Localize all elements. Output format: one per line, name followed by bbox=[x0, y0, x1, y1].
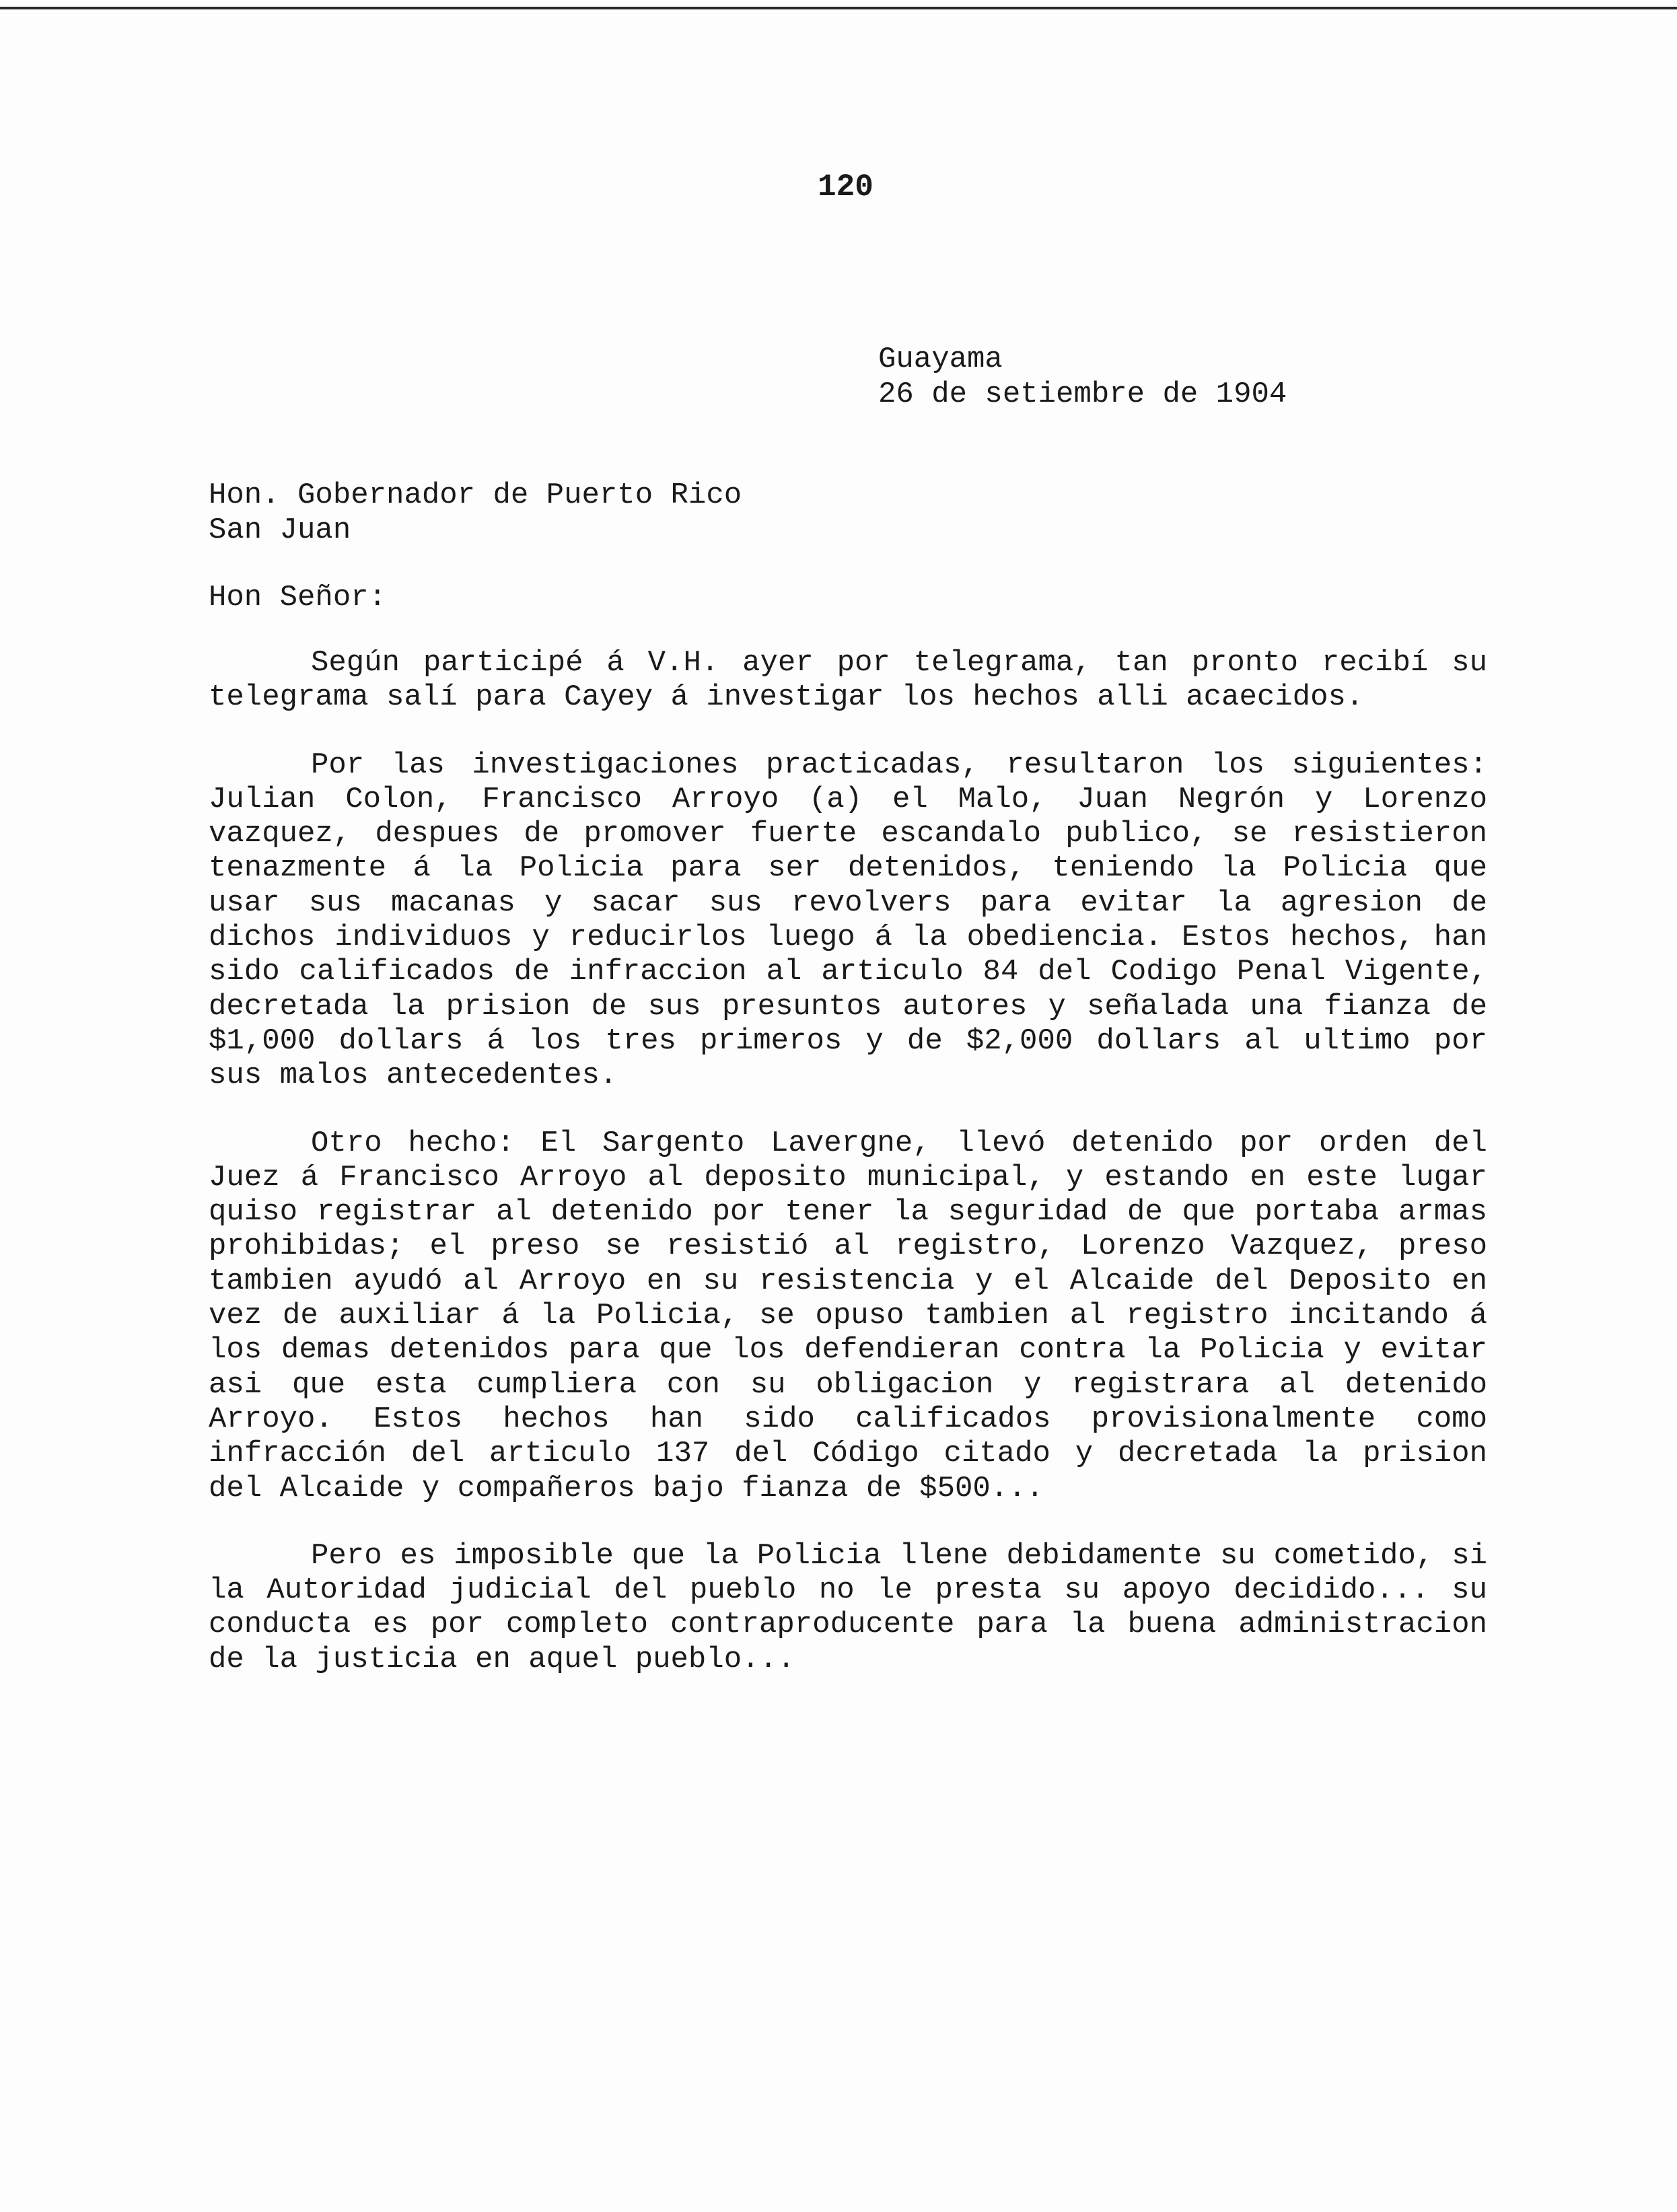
page-number: 120 bbox=[818, 170, 873, 205]
letter-body bbox=[209, 646, 1487, 1710]
letter-date-block bbox=[878, 342, 1287, 412]
body-paragraph: Pero es imposible que la Policia llene debidamente su cometido, si la Autoridad judicial del pueblo no le presta su apoyo decidido... su conducta es por completo contraproducente para la buena administracion de la justicia en aquel pueblo... bbox=[209, 1538, 1487, 1676]
body-paragraph: Según participé á V.H. ayer por telegrama, tan pronto recibí su telegrama salí para Cayey á investigar los hechos alli acaecidos. bbox=[209, 646, 1487, 715]
recipient-title: Hon. Gobernador de Puerto Rico bbox=[209, 478, 742, 512]
recipient-address bbox=[209, 478, 742, 548]
body-paragraph: Otro hecho: El Sargento Lavergne, llevó detenido por orden del Juez á Francisco Arroyo al deposito municipal, y estando en este lugar quiso registrar al detenido por tener la seguridad de que portaba armas prohibidas; el preso se resistió al registro, Lorenzo Vazquez, preso tambien ayudó al Arroyo en su resistencia y el Alcaide del Deposito en vez de auxiliar á la Policia, se opuso tambien al registro incitando á los demas detenidos para que los defendieran contra la Policia y evitar asi que esta cumpliera con su obligacion y registrara al detenido Arroyo. Estos hechos han sido calificados provisionalmente como infracción del articulo 137 del Código citado y decretada la prision del Alcaide y compañeros bajo fianza de $500... bbox=[209, 1126, 1487, 1505]
salutation: Hon Señor: bbox=[209, 581, 387, 614]
top-border-rule bbox=[0, 7, 1677, 9]
letter-place: Guayama bbox=[878, 343, 1003, 376]
letter-date: 26 de setiembre de 1904 bbox=[878, 378, 1287, 411]
body-paragraph: Por las investigaciones practicadas, resultaron los siguientes: Julian Colon, Francisco Arroyo (a) el Malo, Juan Negrón y Lorenzo vazquez, despues de promover fuerte escandalo publico, se resistieron tenazmente á la Policia para ser detenidos, teniendo la Policia que usar sus macanas y sacar sus revolvers para evitar la agresion de dichos individuos y reducirlos luego á la obediencia. Estos hechos, han sido calificados de infraccion al articulo 84 del Codigo Penal Vigente, decretada la prision de sus presuntos autores y señalada una fianza de $1,000 dollars á los tres primeros y de $2,000 dollars al ultimo por sus malos antecedentes. bbox=[209, 748, 1487, 1093]
recipient-city: San Juan bbox=[209, 513, 351, 547]
